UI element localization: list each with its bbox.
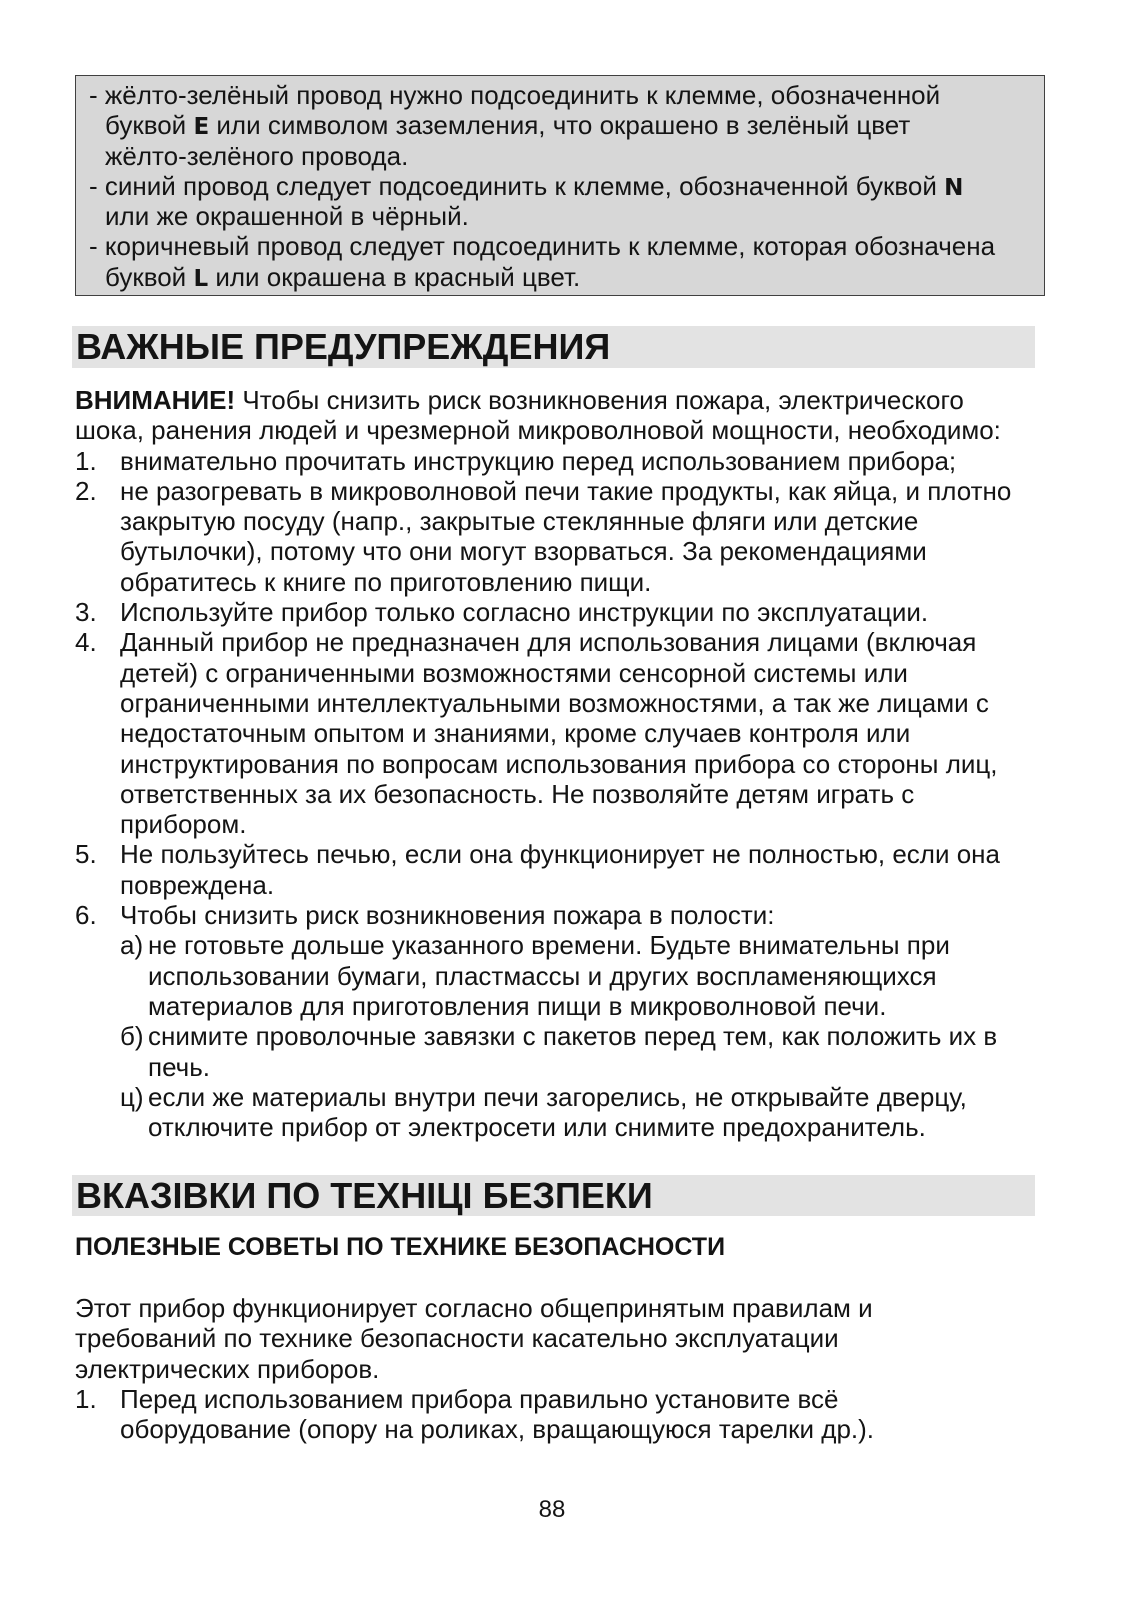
- item-text: [120, 627, 998, 839]
- item-line: Данный прибор не предназначен для использования лицами (включая: [120, 627, 977, 658]
- subitem-line: печь.: [148, 1051, 210, 1082]
- wiring-line: [89, 110, 1044, 140]
- paragraph-line: Этот прибор функционирует согласно общепринятым правилам и: [75, 1293, 873, 1323]
- item-text: [120, 839, 1000, 900]
- subitem-text: [148, 1082, 967, 1143]
- item-line: инструктирования по вопросам использования прибора со стороны лиц,: [120, 748, 998, 779]
- item-text: [120, 597, 928, 627]
- wiring-line: - коричневый провод следует подсоединить к клемме, которая обозначена: [89, 231, 996, 262]
- warning-item-4: [75, 627, 1011, 839]
- wiring-line: [89, 171, 1044, 201]
- warning-subitem-b: [120, 1021, 997, 1082]
- wiring-text: или окрашена в красный цвет.: [208, 261, 581, 292]
- warning-subitem-c: [120, 1082, 997, 1143]
- item-line: Не пользуйтесь печью, если она функционирует не полностью, если она: [120, 839, 1000, 870]
- subitem-text: [148, 1021, 997, 1082]
- attention-label: ВНИМАНИЕ!: [75, 385, 236, 415]
- subitem-line: не готовьте дольше указанного времени. Будьте внимательны при: [148, 930, 950, 961]
- item-number: 3.: [75, 597, 97, 628]
- item-number: 1.: [75, 1383, 97, 1414]
- section-heading-warnings: ВАЖНЫЕ ПРЕДУПРЕЖДЕНИЯ: [72, 326, 1035, 368]
- item-text: [120, 1384, 874, 1445]
- item-text: [120, 900, 997, 1142]
- item-number: 5.: [75, 839, 97, 870]
- warning-subitem-a: [120, 930, 997, 1021]
- item-line: не разогревать в микроволновой печи такие продукты, как яйца, и плотно: [120, 475, 1012, 506]
- wiring-text: буквой: [105, 110, 194, 141]
- item-line: Перед использованием прибора правильно установите всё: [120, 1383, 839, 1414]
- item-line: оборудование (опору на роликах, вращающуюся тарелки др.).: [120, 1414, 875, 1445]
- subitem-line: снимите проволочные завязки с пакетов перед тем, как положить их в: [148, 1021, 998, 1052]
- subitem-letter: ц): [120, 1081, 144, 1112]
- item-number: 6.: [75, 900, 97, 931]
- wiring-instructions-box: [75, 75, 1045, 296]
- wiring-text: - синий провод следует подсоединить к клемме, обозначенной буквой: [89, 170, 945, 201]
- warning-item-3: [75, 597, 1011, 627]
- item-line: закрытую посуду (напр., закрытые стеклянные фляги или детские: [120, 506, 919, 537]
- terminal-letter-earth: E: [193, 114, 210, 141]
- intro-text: Чтобы снизить риск возникновения пожара, электрического: [235, 385, 964, 415]
- subitem-line: материалов для приготовления пищи в микроволновой печи.: [148, 990, 887, 1021]
- item-line: ответственных за их безопасность. Не позволяйте детям играть с: [120, 778, 915, 809]
- subitem-letter: а): [120, 930, 144, 961]
- item-line: прибором.: [120, 809, 247, 840]
- subitem-text: [148, 930, 950, 1021]
- item-line: Используйте прибор только согласно инструкции по эксплуатации.: [120, 597, 929, 628]
- item-line: недостаточным опытом и знаниями, кроме случаев контроля или: [120, 718, 911, 749]
- item-line: детей) с ограниченными возможностями сенсорной системы или: [120, 657, 908, 688]
- subitem-line: если же материалы внутри печи загорелись, не открывайте дверцу,: [148, 1081, 967, 1112]
- subitem-line: использовании бумаги, пластмассы и других воспламеняющихся: [148, 960, 937, 991]
- item-text: [120, 476, 1011, 597]
- paragraph-line: электрических приборов.: [75, 1353, 380, 1384]
- subitem-letter: б): [120, 1021, 144, 1052]
- section-subtitle-safety-tips: ПОЛЕЗНЫЕ СОВЕТЫ ПО ТЕХНИКЕ БЕЗОПАСНОСТИ: [75, 1233, 726, 1261]
- page-number: 88: [538, 1496, 566, 1523]
- warning-item-5: [75, 839, 1011, 900]
- item-line: ограниченными интеллектуальными возможностями, а так же лицами с: [120, 687, 989, 718]
- item-number: 2.: [75, 475, 97, 506]
- section-heading-safety: ВКАЗІВКИ ПО ТЕХНІЦІ БЕЗПЕКИ: [72, 1175, 1035, 1216]
- warning-item-1: [75, 446, 1011, 476]
- item-line: повреждена.: [120, 869, 275, 900]
- item-line: Чтобы снизить риск возникновения пожара в полости:: [120, 900, 775, 931]
- wiring-line: [89, 262, 1044, 292]
- paragraph-line: требований по технике безопасности касательно эксплуатации: [75, 1323, 839, 1354]
- safety-item-1: [75, 1384, 874, 1445]
- intro-line: шока, ранения людей и чрезмерной микроволновой мощности, необходимо:: [75, 415, 1001, 446]
- wiring-line: жёлто-зелёного провода.: [105, 140, 409, 171]
- warnings-section: [75, 385, 1011, 1142]
- item-text: [120, 446, 956, 476]
- intro-line: [75, 385, 1011, 415]
- safety-section: [75, 1293, 874, 1444]
- terminal-letter-neutral: N: [944, 174, 964, 201]
- wiring-text: буквой: [105, 261, 194, 292]
- warning-item-6: [75, 900, 1011, 1142]
- item-line: обратитесь к книге по приготовлению пищи.: [120, 566, 652, 597]
- wiring-line: или же окрашенной в чёрный.: [105, 201, 469, 232]
- wiring-line: - жёлто-зелёный провод нужно подсоединить к клемме, обозначенной: [89, 80, 941, 110]
- item-number: 4.: [75, 627, 97, 658]
- item-line: бутылочки), потому что они могут взорваться. За рекомендациями: [120, 536, 927, 567]
- wiring-text: или символом заземления, что окрашено в зелёный цвет: [209, 110, 911, 141]
- item-number: 1.: [75, 445, 97, 476]
- terminal-letter-live: L: [193, 265, 209, 292]
- warning-item-2: [75, 476, 1011, 597]
- subitem-line: отключите прибор от электросети или снимите предохранитель.: [148, 1112, 926, 1143]
- item-line: внимательно прочитать инструкцию перед использованием прибора;: [120, 445, 957, 476]
